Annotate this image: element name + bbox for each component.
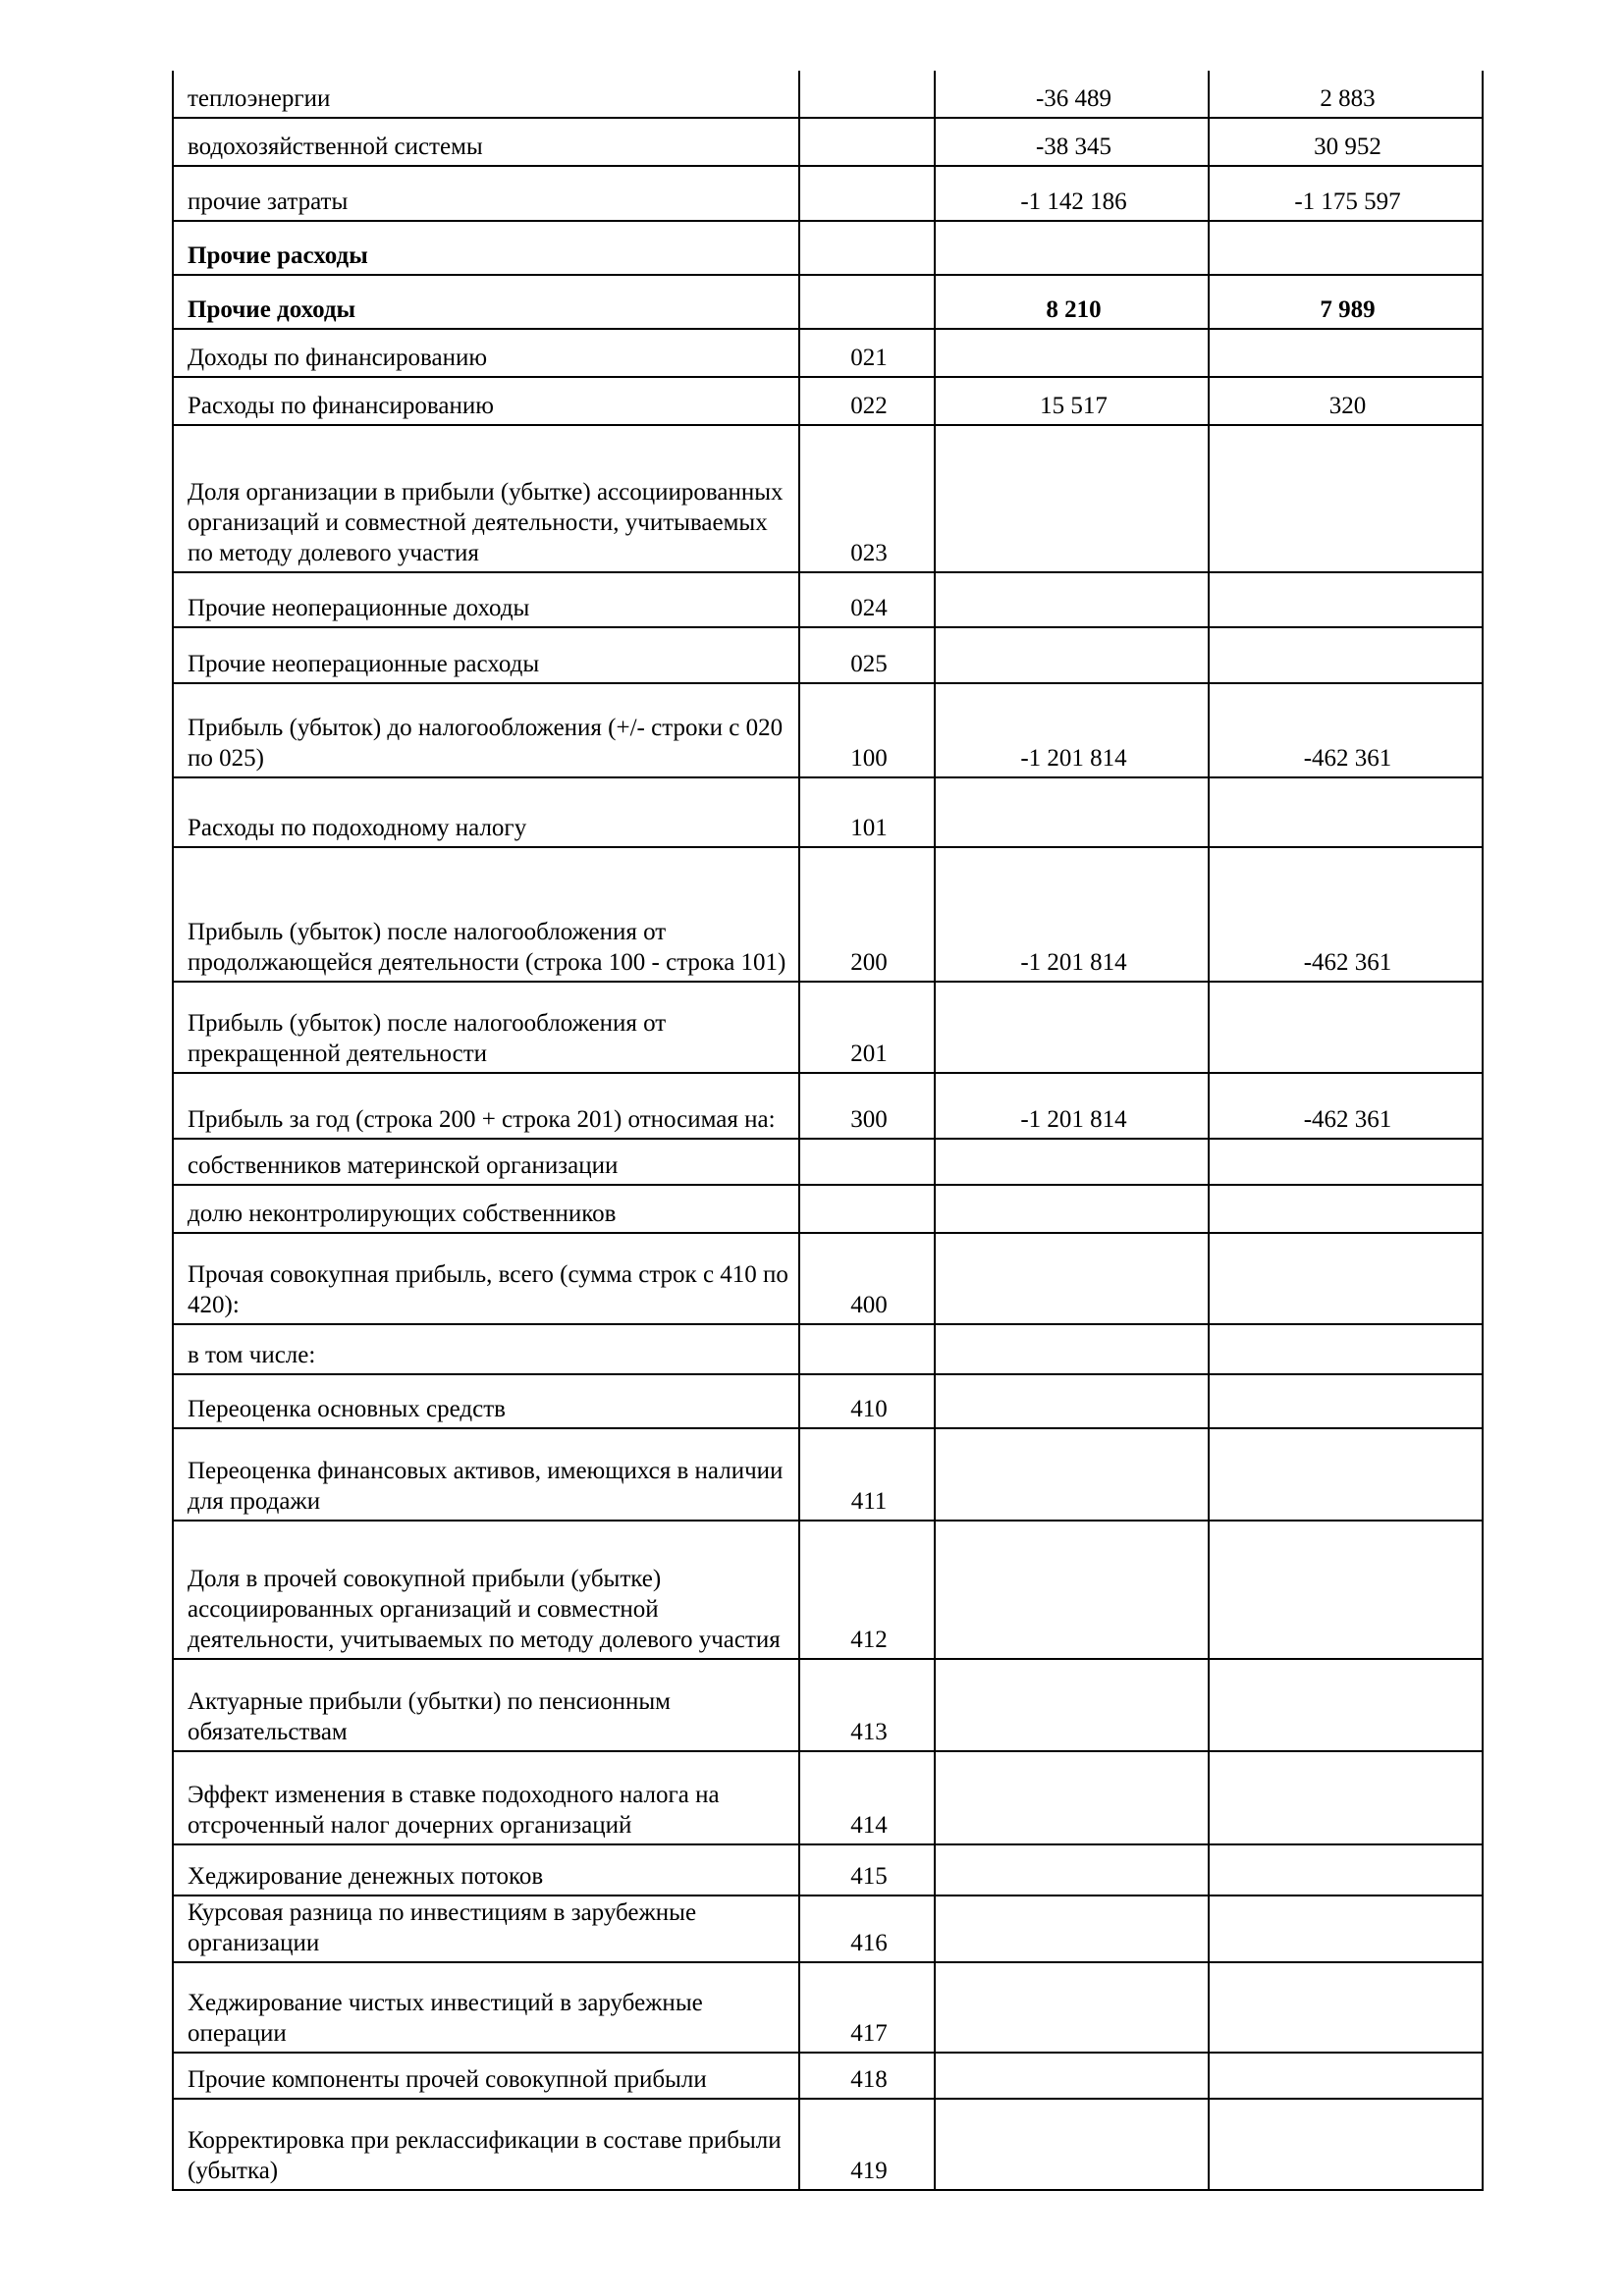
table-row: [173, 118, 1483, 166]
row-value-previous: -462 361: [1209, 683, 1483, 777]
row-value-current: [935, 627, 1209, 683]
row-code: 419: [799, 2099, 935, 2190]
row-value-previous: [1209, 1844, 1483, 1896]
row-value-previous: [1209, 1139, 1483, 1185]
row-value-current: [935, 982, 1209, 1073]
row-value-current: [935, 425, 1209, 572]
row-label: прочие затраты: [173, 166, 799, 221]
row-value-current: 15 517: [935, 377, 1209, 425]
row-code: [799, 1185, 935, 1233]
row-value-current: 8 210: [935, 275, 1209, 329]
row-label: Прибыль (убыток) после налогообложения от прекращенной деятельности: [173, 982, 799, 1073]
row-code: [799, 71, 935, 118]
row-code: [799, 221, 935, 275]
row-value-previous: [1209, 1233, 1483, 1324]
row-value-previous: -1 175 597: [1209, 166, 1483, 221]
row-value-current: [935, 1659, 1209, 1751]
row-code: 101: [799, 777, 935, 847]
row-code: [799, 1324, 935, 1374]
row-label: Хеджирование денежных потоков: [173, 1844, 799, 1896]
row-value-current: [935, 1896, 1209, 1962]
table-row: [173, 1073, 1483, 1139]
row-value-previous: [1209, 1751, 1483, 1844]
row-label: Прочие доходы: [173, 275, 799, 329]
row-label: долю неконтролирующих собственников: [173, 1185, 799, 1233]
row-value-current: [935, 1185, 1209, 1233]
row-code: 414: [799, 1751, 935, 1844]
row-value-current: -1 142 186: [935, 166, 1209, 221]
table-row: [173, 1185, 1483, 1233]
table-row: [173, 847, 1483, 982]
row-code: 415: [799, 1844, 935, 1896]
table-row: [173, 71, 1483, 118]
row-value-previous: [1209, 2053, 1483, 2099]
row-code: 400: [799, 1233, 935, 1324]
table-row: [173, 572, 1483, 627]
row-value-previous: [1209, 777, 1483, 847]
row-label: теплоэнергии: [173, 71, 799, 118]
row-value-previous: [1209, 627, 1483, 683]
row-value-current: [935, 1751, 1209, 1844]
row-value-previous: [1209, 425, 1483, 572]
income-statement-table: [172, 71, 1484, 2191]
row-value-current: [935, 1139, 1209, 1185]
row-value-current: [935, 1962, 1209, 2053]
row-code: 201: [799, 982, 935, 1073]
table-row: [173, 377, 1483, 425]
row-label: Курсовая разница по инвестициям в зарубежные организации: [173, 1896, 799, 1962]
row-value-previous: [1209, 1374, 1483, 1428]
row-value-previous: -462 361: [1209, 847, 1483, 982]
row-value-current: [935, 1844, 1209, 1896]
row-label: Прибыль за год (строка 200 + строка 201) относимая на:: [173, 1073, 799, 1139]
row-code: 100: [799, 683, 935, 777]
row-value-current: [935, 1428, 1209, 1521]
table-row: [173, 1751, 1483, 1844]
table-row: [173, 1659, 1483, 1751]
row-value-current: -1 201 814: [935, 683, 1209, 777]
table-row: [173, 1374, 1483, 1428]
table-row: [173, 2099, 1483, 2190]
row-value-current: -1 201 814: [935, 847, 1209, 982]
row-code: [799, 1139, 935, 1185]
row-value-previous: 2 883: [1209, 71, 1483, 118]
row-value-previous: [1209, 1896, 1483, 1962]
row-value-previous: [1209, 221, 1483, 275]
row-code: 300: [799, 1073, 935, 1139]
row-value-current: [935, 777, 1209, 847]
row-value-previous: [1209, 1521, 1483, 1659]
table-row: [173, 982, 1483, 1073]
table-row: [173, 1962, 1483, 2053]
table-row: [173, 1428, 1483, 1521]
row-code: 417: [799, 1962, 935, 2053]
row-label: Хеджирование чистых инвестиций в зарубежные операции: [173, 1962, 799, 2053]
row-value-current: -1 201 814: [935, 1073, 1209, 1139]
row-label: Доля организации в прибыли (убытке) ассоциированных организаций и совместной деятельности, учитываемых по методу долевого участия: [173, 425, 799, 572]
row-label: водохозяйственной системы: [173, 118, 799, 166]
row-label: Доходы по финансированию: [173, 329, 799, 377]
row-value-current: [935, 572, 1209, 627]
row-label: Прочие компоненты прочей совокупной прибыли: [173, 2053, 799, 2099]
table-row: [173, 683, 1483, 777]
table-row: [173, 627, 1483, 683]
row-value-current: -36 489: [935, 71, 1209, 118]
table-row: [173, 1844, 1483, 1896]
table-row: [173, 1324, 1483, 1374]
row-code: 413: [799, 1659, 935, 1751]
row-label: Прибыль (убыток) после налогообложения от продолжающейся деятельности (строка 100 - строка 101): [173, 847, 799, 982]
row-code: 024: [799, 572, 935, 627]
row-label: Расходы по подоходному налогу: [173, 777, 799, 847]
table-row: [173, 1896, 1483, 1962]
row-value-previous: -462 361: [1209, 1073, 1483, 1139]
table-row: [173, 1521, 1483, 1659]
row-value-previous: [1209, 572, 1483, 627]
table-row: [173, 1233, 1483, 1324]
income-statement-body: [173, 71, 1483, 2190]
row-code: 412: [799, 1521, 935, 1659]
row-code: [799, 275, 935, 329]
row-label: Прочие неоперационные расходы: [173, 627, 799, 683]
row-value-previous: [1209, 982, 1483, 1073]
row-code: 200: [799, 847, 935, 982]
row-value-current: [935, 329, 1209, 377]
row-value-current: [935, 221, 1209, 275]
row-label: Корректировка при реклассификации в составе прибыли (убытка): [173, 2099, 799, 2190]
row-value-current: [935, 1521, 1209, 1659]
row-label: Эффект изменения в ставке подоходного налога на отсроченный налог дочерних организаций: [173, 1751, 799, 1844]
row-value-previous: [1209, 329, 1483, 377]
row-label: Расходы по финансированию: [173, 377, 799, 425]
row-code: [799, 166, 935, 221]
table-row: [173, 1139, 1483, 1185]
row-code: 021: [799, 329, 935, 377]
row-value-current: -38 345: [935, 118, 1209, 166]
row-label: Переоценка основных средств: [173, 1374, 799, 1428]
row-label: Переоценка финансовых активов, имеющихся в наличии для продажи: [173, 1428, 799, 1521]
table-row: [173, 221, 1483, 275]
row-code: 022: [799, 377, 935, 425]
row-label: Прочая совокупная прибыль, всего (сумма строк с 410 по 420):: [173, 1233, 799, 1324]
row-code: 416: [799, 1896, 935, 1962]
table-row: [173, 166, 1483, 221]
row-label: Актуарные прибыли (убытки) по пенсионным обязательствам: [173, 1659, 799, 1751]
row-code: 023: [799, 425, 935, 572]
row-label: собственников материнской организации: [173, 1139, 799, 1185]
row-label: Прочие неоперационные доходы: [173, 572, 799, 627]
row-label: Прибыль (убыток) до налогообложения (+/- строки с 020 по 025): [173, 683, 799, 777]
row-value-current: [935, 1233, 1209, 1324]
table-row: [173, 777, 1483, 847]
table-row: [173, 425, 1483, 572]
row-label: Прочие расходы: [173, 221, 799, 275]
row-value-previous: [1209, 1659, 1483, 1751]
row-value-current: [935, 1324, 1209, 1374]
table-row: [173, 275, 1483, 329]
table-row: [173, 2053, 1483, 2099]
row-label: в том числе:: [173, 1324, 799, 1374]
row-value-previous: 30 952: [1209, 118, 1483, 166]
row-code: 025: [799, 627, 935, 683]
row-code: 410: [799, 1374, 935, 1428]
row-value-previous: [1209, 2099, 1483, 2190]
row-value-previous: [1209, 1962, 1483, 2053]
row-value-current: [935, 2099, 1209, 2190]
row-value-previous: 7 989: [1209, 275, 1483, 329]
row-code: [799, 118, 935, 166]
table-row: [173, 329, 1483, 377]
row-value-previous: [1209, 1185, 1483, 1233]
row-label: Доля в прочей совокупной прибыли (убытке) ассоциированных организаций и совместной деятельности, учитываемых по методу долевого участия: [173, 1521, 799, 1659]
row-value-current: [935, 2053, 1209, 2099]
row-value-previous: 320: [1209, 377, 1483, 425]
row-code: 418: [799, 2053, 935, 2099]
row-value-previous: [1209, 1324, 1483, 1374]
row-code: 411: [799, 1428, 935, 1521]
row-value-current: [935, 1374, 1209, 1428]
row-value-previous: [1209, 1428, 1483, 1521]
